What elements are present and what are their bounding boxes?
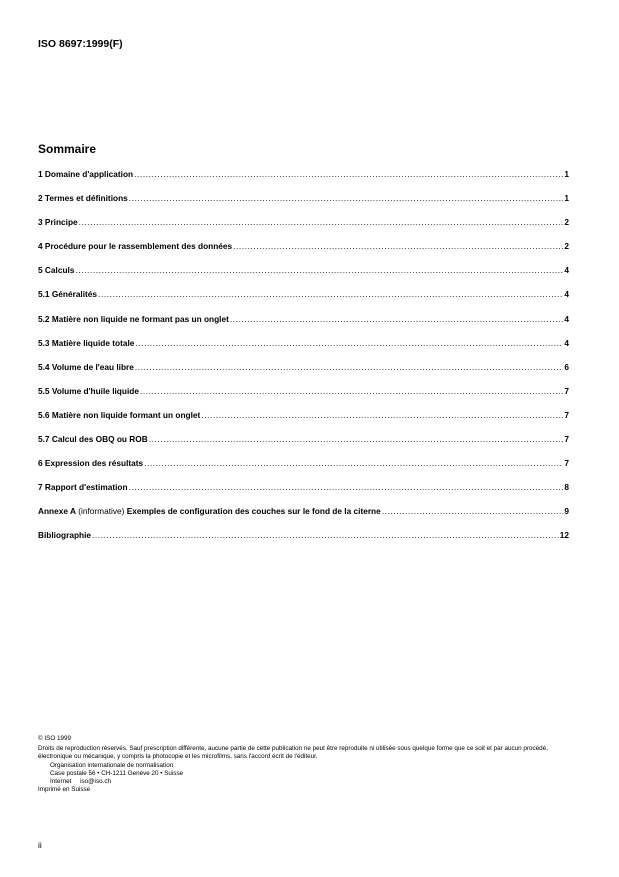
- toc-entry-label: 1 Domaine d'application: [38, 169, 134, 179]
- toc-entry-principe[interactable]: [38, 217, 569, 241]
- toc-entry-annexe-a[interactable]: [38, 506, 569, 530]
- toc-entry-termes[interactable]: [38, 193, 569, 217]
- toc-entry-label: 5.7 Calcul des OBQ ou ROB: [38, 434, 148, 445]
- toc-entry-page: 4: [564, 313, 569, 324]
- toc-entry-label: 5.4 Volume de l'eau libre: [38, 361, 134, 372]
- toc-entry-page: 1: [564, 193, 569, 204]
- toc-entry-domaine[interactable]: [38, 169, 569, 193]
- toc-entry-bibliographie[interactable]: [38, 530, 569, 554]
- toc-entry-label: 7 Rapport d'estimation: [38, 482, 128, 493]
- toc-entry-page: 7: [564, 458, 569, 469]
- toc-entry-rapport[interactable]: [38, 482, 569, 506]
- dot-leader: [98, 289, 563, 299]
- dot-leader: [233, 241, 563, 251]
- dot-leader: [382, 506, 564, 516]
- dot-leader: [201, 410, 563, 420]
- toc-entry-label: 2 Termes et définitions: [38, 193, 128, 204]
- toc-entry-label: 6 Expression des résultats: [38, 458, 144, 469]
- dot-leader: [75, 265, 563, 275]
- toc-entry-page: 6: [564, 361, 569, 372]
- toc-entry-page: 7: [564, 385, 569, 396]
- internet-contact: Internet iso@iso.ch: [50, 778, 111, 786]
- dot-leader: [135, 338, 563, 348]
- dot-leader: [144, 458, 563, 468]
- toc-entry-non-liquide-sans-onglet[interactable]: [38, 314, 569, 338]
- toc-entry-expression[interactable]: [38, 458, 569, 482]
- document-id: ISO 8697:1999(F): [38, 38, 123, 50]
- toc-entry-procedure[interactable]: [38, 241, 569, 265]
- toc-entry-eau-libre[interactable]: [38, 362, 569, 386]
- toc-entry-obq-rob[interactable]: [38, 434, 569, 458]
- toc-entry-calculs[interactable]: [38, 265, 569, 289]
- annex-title: Exemples de configuration des couches sur le fond de la citerne: [126, 506, 381, 517]
- printed-in: Imprimé en Suisse: [38, 786, 91, 794]
- toc-entry-label: 5.6 Matière non liquide formant un onglet: [38, 409, 201, 420]
- copyright-line: © ISO 1999: [38, 735, 71, 742]
- dot-leader: [140, 386, 563, 396]
- organisation-name: Organisation internationale de normalisation: [50, 761, 174, 769]
- toc-entry-liquide-totale[interactable]: [38, 338, 569, 362]
- toc-entry-label: 5.1 Généralités: [38, 289, 98, 300]
- toc-title: Sommaire: [38, 142, 97, 156]
- toc-entry-page: 12: [559, 530, 569, 541]
- rights-statement: Droits de reproduction réservés. Sauf prescription différente, aucune partie de cette publication ne peut être reproduite ni utilisée sous quelque forme que ce soit et par aucun procédé, électronique ou mécanique, y compris la photocopie et les microfilms, sans l'accord écrit de l'éditeur.: [38, 745, 548, 761]
- dot-leader: [129, 482, 564, 492]
- toc-entry-page: 4: [564, 337, 569, 348]
- toc-entry-label: 4 Procédure pour le rassemblement des données: [38, 241, 233, 252]
- dot-leader: [79, 217, 564, 227]
- toc-entry-generalites[interactable]: [38, 289, 569, 313]
- toc-entry-page: 4: [564, 265, 569, 276]
- dot-leader: [149, 434, 564, 444]
- toc-entry-label: 5.5 Volume d'huile liquide: [38, 385, 139, 396]
- toc-entry-page: 9: [564, 506, 569, 517]
- toc-entry-page: 2: [564, 217, 569, 228]
- page-number: ii: [38, 840, 42, 850]
- toc-entry-page: 2: [564, 241, 569, 252]
- toc-entry-page: 1: [564, 169, 569, 179]
- toc-entry-label: Bibliographie: [38, 530, 92, 541]
- toc-entry-non-liquide-onglet[interactable]: [38, 410, 569, 434]
- toc-entry-label: 3 Principe: [38, 217, 78, 228]
- dot-leader: [135, 362, 563, 372]
- dot-leader: [92, 530, 559, 540]
- table-of-contents: [38, 169, 569, 555]
- toc-entry-page: 7: [564, 434, 569, 445]
- postal-address: Case postale 56 • CH-1211 Genève 20 • Suisse: [50, 769, 184, 777]
- annex-id: Annexe A: [38, 506, 76, 517]
- annex-informative: (informative): [75, 506, 127, 517]
- toc-entry-huile-liquide[interactable]: [38, 386, 569, 410]
- dot-leader: [129, 193, 564, 203]
- dot-leader: [230, 314, 564, 324]
- copyright-notice: [38, 735, 573, 794]
- toc-entry-page: 4: [564, 289, 569, 300]
- dot-leader: [134, 169, 563, 179]
- toc-entry-page: 8: [564, 482, 569, 493]
- toc-entry-page: 7: [564, 409, 569, 420]
- toc-entry-label: [38, 506, 381, 516]
- toc-entry-label: 5 Calculs: [38, 265, 75, 276]
- toc-entry-label: 5.2 Matière non liquide ne formant pas un onglet: [38, 313, 229, 324]
- toc-entry-label: 5.3 Matière liquide totale: [38, 337, 135, 348]
